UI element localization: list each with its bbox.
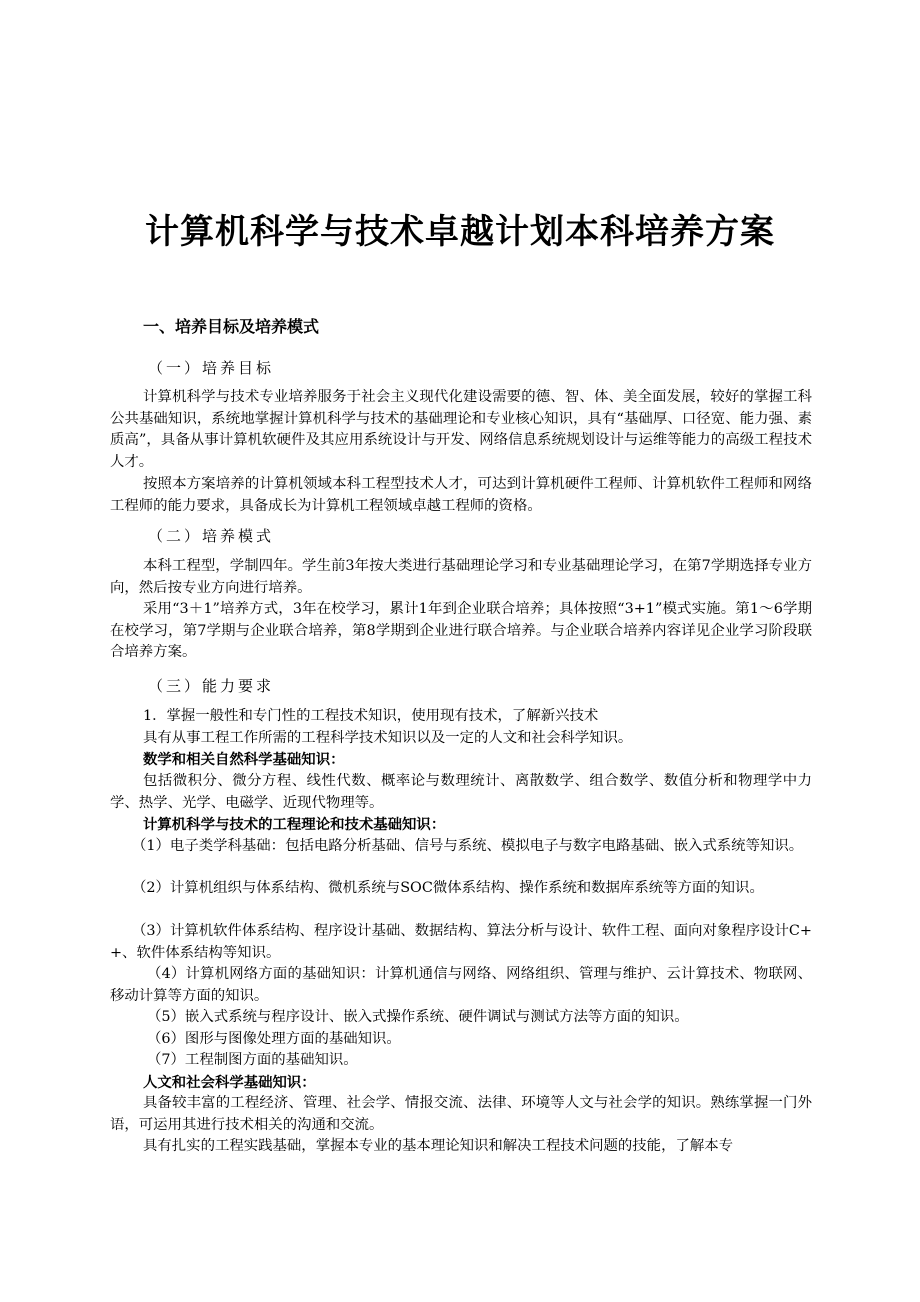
paragraph-mode-1: 本科工程型，学制四年。学生前3年按大类进行基础理论学习和专业基础理论学习，在第7学期选择专业方向，然后按专业方向进行培养。	[110, 558, 812, 596]
paragraph-goals-1: 计算机科学与技术专业培养服务于社会主义现代化建设需要的德、智、体、美全面发展，较好的掌握工科公共基础知识，系统地掌握计算机科学与技术的基础理论和专业核心知识，具有“基础厚、口径宽、能力强、素质高”，具备从事计算机软硬件及其应用系统设计与开发、网络信息系统规划设计与运维等能力的高级工程技术人才。	[110, 389, 812, 470]
cs-item-1: （1）电子类学科基础：包括电路分析基础、信号与系统、模拟电子与数字电路基础、嵌入式系统等知识。	[132, 838, 804, 854]
ability-item-1: 1．掌握一般性和专门性的工程技术知识，使用现有技术，了解新兴技术	[143, 708, 599, 724]
cs-item-2: （2）计算机组织与体系结构、微机系统与SOC微体系结构、操作系统和数据库系统等方面的知识。	[132, 880, 764, 896]
cs-item-6: （6）图形与图像处理方面的基础知识。	[147, 1031, 401, 1047]
subsection-heading-mode: （二）培养模式	[148, 527, 275, 545]
cs-item-3: （3）计算机软件体系结构、程序设计基础、数据结构、算法分析与设计、软件工程、面向对象程序设计C++、软件体系结构等知识。	[110, 923, 812, 961]
cs-item-5: （5）嵌入式系统与程序设计、嵌入式操作系统、硬件调试与测试方法等方面的知识。	[147, 1009, 689, 1025]
math-knowledge-heading: 数学和相关自然科学基础知识：	[143, 751, 345, 768]
subsection-heading-abilities: （三）能力要求	[148, 677, 275, 695]
cs-item-4: （4）计算机网络方面的基础知识：计算机通信与网络、网络组织、管理与维护、云计算技术、物联网、移动计算等方面的知识。	[110, 966, 812, 1004]
math-knowledge-desc: 包括微积分、微分方程、线性代数、概率论与数理统计、离散数学、组合数学、数值分析和物理学中力学、热学、光学、电磁学、近现代物理等。	[110, 773, 812, 811]
document-title: 计算机科学与技术卓越计划本科培养方案	[145, 212, 775, 252]
ability-item-1-desc: 具有从事工程工作所需的工程科学技术知识以及一定的人文和社会科学知识。	[143, 730, 633, 746]
subsection-heading-goals: （一）培养目标	[148, 359, 275, 377]
cs-item-7: （7）工程制图方面的基础知识。	[147, 1052, 358, 1068]
paragraph-engineering-practice: 具有扎实的工程实践基础，掌握本专业的基本理论知识和解决工程技术问题的技能，了解本专	[143, 1138, 734, 1154]
cs-knowledge-heading: 计算机科学与技术的工程理论和技术基础知识：	[143, 816, 446, 833]
humanities-knowledge-desc: 具备较丰富的工程经济、管理、社会学、情报交流、法律、环境等人文与社会学的知识。熟练掌握一门外语，可运用其进行技术相关的沟通和交流。	[110, 1095, 812, 1133]
paragraph-goals-2: 按照本方案培养的计算机领域本科工程型技术人才，可达到计算机硬件工程师、计算机软件工程师和网络工程师的能力要求，具备成长为计算机工程领域卓越工程师的资格。	[110, 476, 812, 514]
section-heading-goals-and-mode: 一、培养目标及培养模式	[143, 317, 320, 336]
paragraph-mode-2: 采用“3＋1”培养方式，3年在校学习，累计1年到企业联合培养；具体按照“3+1”模式实施。第1～6学期在校学习，第7学期与企业联合培养，第8学期到企业进行联合培养。与企业联合培养内容详见企业学习阶段联合培养方案。	[110, 601, 812, 661]
humanities-knowledge-heading: 人文和社会科学基础知识：	[143, 1074, 316, 1091]
